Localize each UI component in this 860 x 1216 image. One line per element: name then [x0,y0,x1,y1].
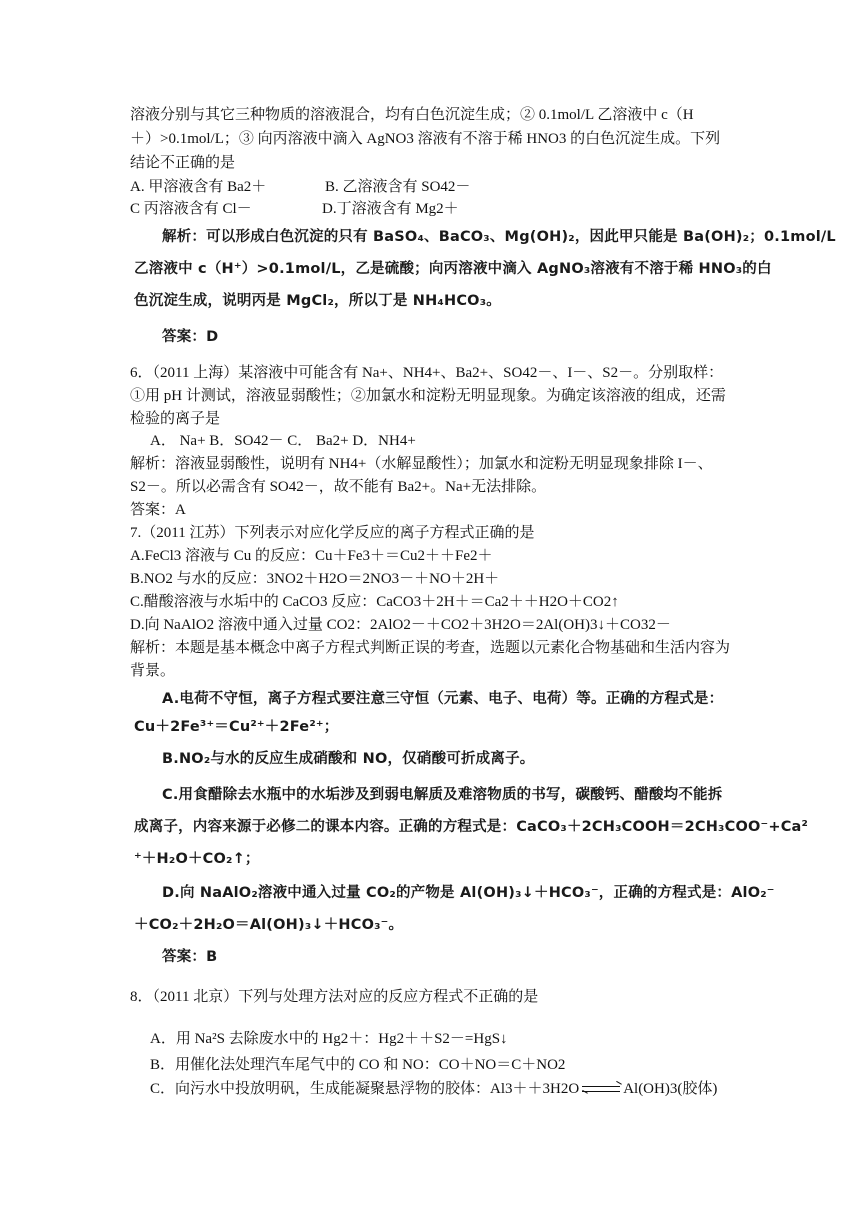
option-line: C.醋酸溶液与水垢中的 CaCO3 反应：CaCO3＋2H＋＝Ca2＋＋H2O＋CO2↑ [130,594,619,610]
analysis-line: 解析：可以形成白色沉淀的只有 BaSO₄、BaCO₃、Mg(OH)₂，因此甲只能是 Ba(OH)₂；0.1mol/L [162,229,836,245]
analysis-line: 乙溶液中 c（H⁺）>0.1mol/L，乙是硫酸；向丙溶液中滴入 AgNO₃溶液有不溶于稀 HNO₃的白 [134,261,772,277]
analysis-line: D.向 NaAlO₂溶液中通入过量 CO₂的产物是 Al(OH)₃↓＋HCO₃⁻，正确的方程式是：AlO₂⁻ [162,885,775,901]
analysis-line: ＋CO₂＋2H₂O＝Al(OH)₃↓＋HCO₃⁻。 [134,917,404,933]
answer-line: 答案：D [162,329,219,345]
option-line [150,1080,717,1098]
option-a: A. 甲溶液含有 Ba2＋ [130,179,267,195]
answer-line: 答案：A [130,502,186,518]
question-line: ①用 pH 计测试，溶液显弱酸性；②加氯水和淀粉无明显现象。为确定该溶液的组成，还需 [130,388,726,404]
question-line: 6．（2011 上海）某溶液中可能含有 Na+、NH4+、Ba2+、SO42－、I－、S2－。分别取样： [130,365,724,381]
option-c: C 丙溶液含有 Cl－ [130,201,252,217]
text-line: ＋）>0.1mol/L；③ 向丙溶液中滴入 AgNO3 溶液有不溶于稀 HNO3 的白色沉淀生成。下列 [130,131,721,147]
text-line: 溶液分别与其它三种物质的溶液混合，均有白色沉淀生成；② 0.1mol/L 乙溶液中 c（H [130,107,694,123]
analysis-line: 背景。 [130,663,176,679]
equilibrium-arrow-icon [582,1084,620,1096]
option-c-text: C．向污水中投放明矾，生成能凝聚悬浮物的胶体：Al3＋＋3H2O [150,1081,580,1097]
analysis-line: ⁺＋H₂O＋CO₂↑； [134,851,260,867]
analysis-line: B.NO₂与水的反应生成硝酸和 NO，仅硝酸可折成离子。 [162,751,535,767]
option-line: A.FeCl3 溶液与 Cu 的反应：Cu＋Fe3＋＝Cu2＋＋Fe2＋ [130,548,493,564]
option-c-product: Al(OH)3(胶体) [623,1081,718,1097]
question-line: 检验的离子是 [130,411,221,427]
answer-line: 答案：B [162,949,218,965]
analysis-line: 解析：溶液显弱酸性，说明有 NH4+（水解显酸性）；加氯水和淀粉无明显现象排除 I－、 [130,456,713,472]
option-line: D.向 NaAlO2 溶液中通入过量 CO2：2AlO2－＋CO2＋3H2O＝2Al(OH)3↓＋CO32－ [130,617,671,633]
option-line: A．用 Na²S 去除废水中的 Hg2＋：Hg2＋＋S2－=HgS↓ [150,1031,508,1047]
options-line: A． Na+ B．SO42－ C． Ba2+ D．NH4+ [150,433,416,449]
text-line: 结论不正确的是 [130,155,236,171]
analysis-line: Cu＋2Fe³⁺＝Cu²⁺＋2Fe²⁺； [134,719,339,735]
option-line: B．用催化法处理汽车尾气中的 CO 和 NO：CO＋NO＝C＋NO2 [150,1057,566,1073]
option-d: D.丁溶液含有 Mg2＋ [322,201,459,217]
analysis-line: 色沉淀生成，说明丙是 MgCl₂，所以丁是 NH₄HCO₃。 [134,293,501,309]
option-b: B. 乙溶液含有 SO42－ [325,179,471,195]
question-line: 8．（2011 北京）下列与处理方法对应的反应方程式不正确的是 [130,989,539,1005]
analysis-line: C.用食醋除去水瓶中的水垢涉及到弱电解质及难溶物质的书写，碳酸钙、醋酸均不能拆 [162,787,723,803]
analysis-line: 解析：本题是基本概念中离子方程式判断正误的考查，选题以元素化合物基础和生活内容为 [130,640,731,656]
analysis-line: 成离子，内容来源于必修二的课本内容。正确的方程式是：CaCO₃＋2CH₃COOH＝2CH₃COO⁻+Ca² [134,819,809,835]
option-line: B.NO2 与水的反应：3NO2＋H2O＝2NO3－＋NO＋2H＋ [130,571,500,587]
analysis-line: S2－。所以必需含有 SO42－，故不能有 Ba2+。Na+无法排除。 [130,479,547,495]
analysis-line: A.电荷不守恒，离子方程式要注意三守恒（元素、电子、电荷）等。正确的方程式是： [162,691,724,707]
question-line: 7.（2011 江苏）下列表示对应化学反应的离子方程式正确的是 [130,525,535,541]
